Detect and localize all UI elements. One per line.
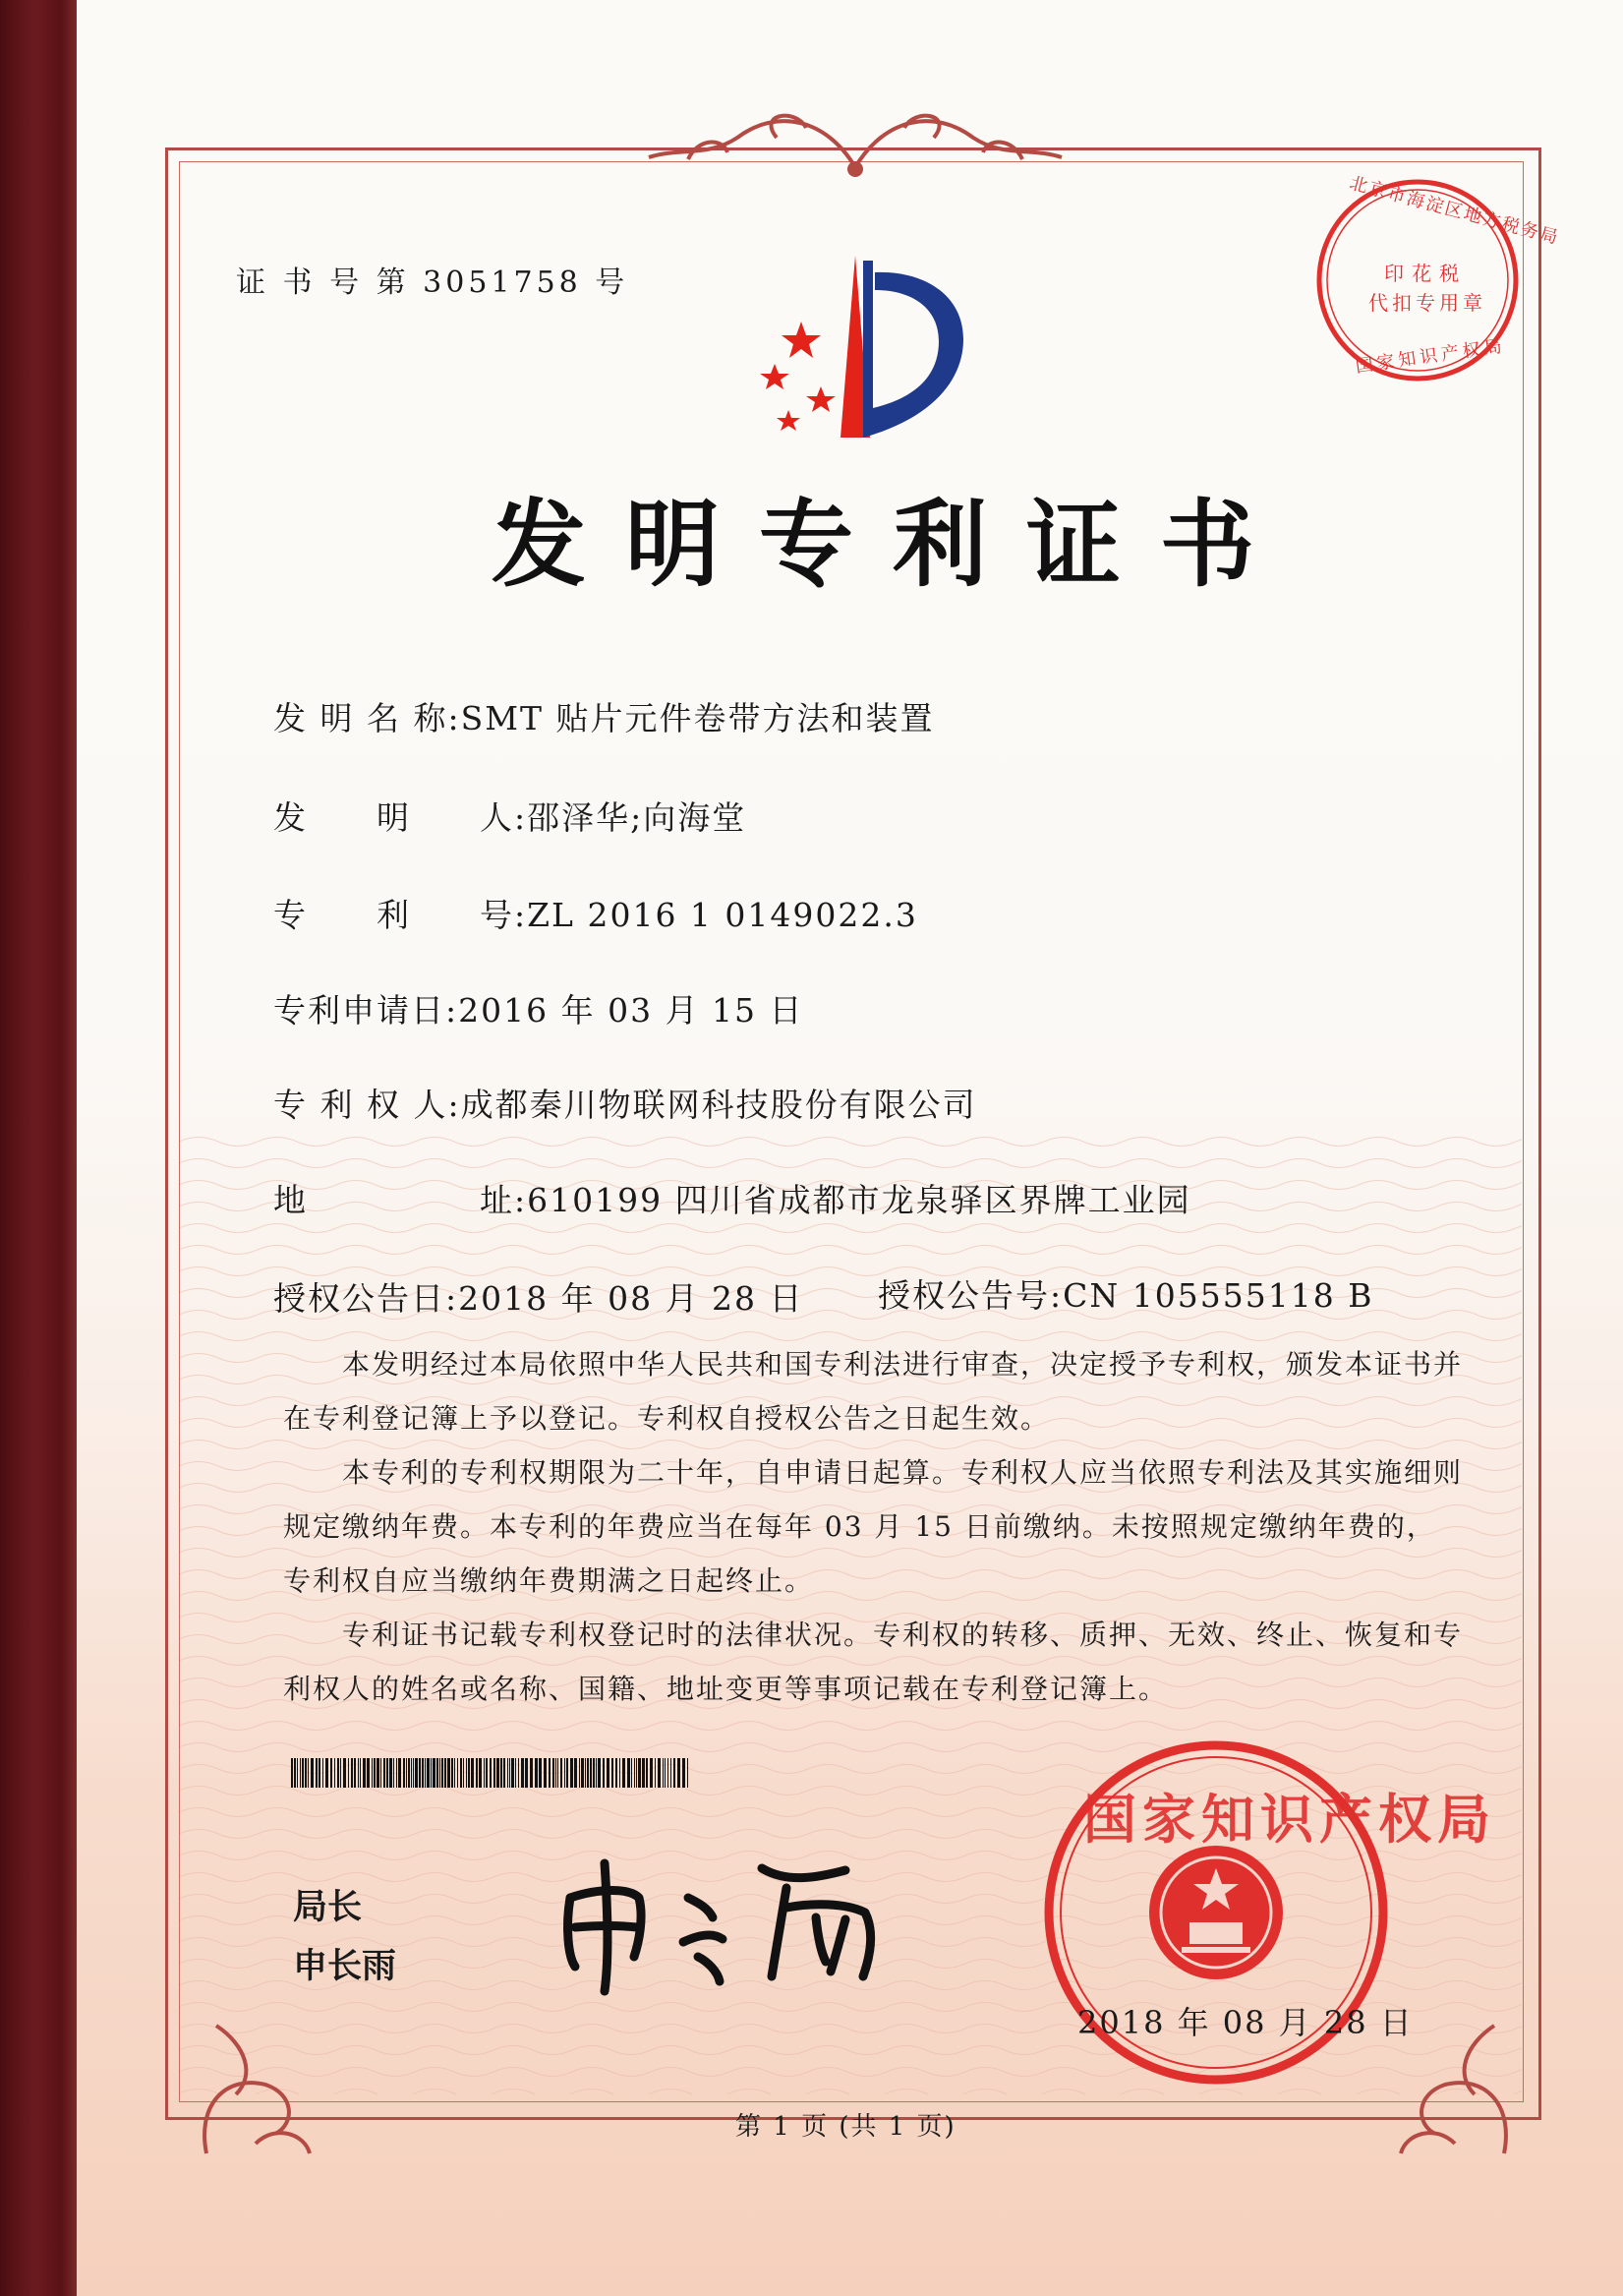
barcode-bar (358, 1758, 359, 1788)
barcode-bar (634, 1758, 635, 1788)
barcode-bar (444, 1758, 446, 1788)
tax-stamp-bottom-text: 国家知识产权局 (1354, 335, 1507, 378)
barcode-bar (425, 1758, 426, 1788)
body-paragraph-3: 专利证书记载专利权登记时的法律状况。专利权的转移、质押、无效、终止、恢复和专利权人的姓名或名称、国籍、地址变更等事项记载在专利登记簿上。 (283, 1619, 1464, 1705)
grant-date-value: 2018 年 08 月 28 日 (458, 1279, 804, 1318)
barcode-bar (348, 1758, 349, 1788)
barcode-bar (665, 1758, 666, 1788)
barcode-bar (535, 1758, 538, 1788)
grant-date-label: 授权公告日: (273, 1279, 459, 1318)
barcode-bar (603, 1758, 605, 1788)
barcode-bar (539, 1758, 542, 1788)
grant-date-row (273, 1273, 804, 1320)
barcode-bar (570, 1758, 573, 1788)
barcode-bar (300, 1758, 301, 1788)
body-paragraph-2: 本专利的专利权期限为二十年，自申请日起算。专利权人应当依照专利法及其实施细则规定缴纳年费。本专利的年费应当在每年 03 月 15 日前缴纳。未按照规定缴纳年费的，专利权自应当缴纳年费期满之日起终止。 (283, 1456, 1464, 1597)
tax-stamp-line1: 印花税 (1384, 262, 1467, 285)
certificate-title: 发明专利证书 (492, 489, 1294, 600)
barcode-bar (596, 1758, 597, 1788)
barcode-bar (590, 1758, 592, 1788)
inventor-value: 邵泽华;向海堂 (527, 798, 747, 837)
filing-date-value: 2016 年 03 月 15 日 (458, 991, 804, 1030)
top-ornament (629, 98, 1081, 187)
barcode-bar (486, 1758, 488, 1788)
barcode-bar (479, 1758, 482, 1788)
director-title: 局长 (293, 1888, 363, 1927)
barcode-bar (673, 1758, 675, 1788)
patent-no-value: ZL 2016 1 0149022.3 (527, 896, 918, 934)
barcode-bar (372, 1758, 373, 1788)
barcode-bar (670, 1758, 671, 1788)
barcode-bar (503, 1758, 505, 1788)
barcode-bar (297, 1758, 298, 1788)
barcode-bar (291, 1758, 293, 1788)
barcode-bar (593, 1758, 595, 1788)
barcode-bar (530, 1758, 533, 1788)
barcode-bar (415, 1758, 418, 1788)
barcode-bar (463, 1758, 464, 1788)
barcode-bar (427, 1758, 430, 1788)
barcode-bar (646, 1758, 648, 1788)
barcode-bar (507, 1758, 508, 1788)
barcode-bar (374, 1758, 376, 1788)
barcode-bar (500, 1758, 502, 1788)
barcode-bar (466, 1758, 467, 1788)
barcode-bar (611, 1758, 613, 1788)
barcode (291, 1758, 694, 1788)
grant-no-value: CN 105555118 B (1063, 1276, 1374, 1315)
barcode-bar (468, 1758, 470, 1788)
barcode-bar (484, 1758, 485, 1788)
barcode-bar (431, 1758, 432, 1788)
barcode-bar (518, 1758, 519, 1788)
barcode-bar (566, 1758, 568, 1788)
barcode-bar (386, 1758, 388, 1788)
barcode-bar (308, 1758, 309, 1788)
barcode-bar (581, 1758, 584, 1788)
page-number: 第 1 页 (共 1 页) (735, 2112, 956, 2142)
barcode-bar (557, 1758, 558, 1788)
barcode-bar (363, 1758, 366, 1788)
barcode-bar (422, 1758, 424, 1788)
barcode-bar (351, 1758, 353, 1788)
body-paragraph-1: 本发明经过本局依照中华人民共和国专利法进行审查，决定授予专利权，颁发本证书并在专利登记簿上予以登记。专利权自授权公告之日起生效。 (283, 1348, 1464, 1435)
barcode-bar (439, 1758, 440, 1788)
barcode-bar (454, 1758, 455, 1788)
barcode-bar (585, 1758, 586, 1788)
barcode-bar (619, 1758, 620, 1788)
barcode-bar (302, 1758, 304, 1788)
barcode-bar (560, 1758, 562, 1788)
barcode-bar (521, 1758, 524, 1788)
barcode-bar (638, 1758, 641, 1788)
barcode-bar (476, 1758, 478, 1788)
grant-no-row (878, 1270, 1373, 1317)
barcode-bar (574, 1758, 577, 1788)
barcode-bar (642, 1758, 645, 1788)
barcode-bar (316, 1758, 318, 1788)
barcode-bar (525, 1758, 528, 1788)
address-label: 地 址: (273, 1181, 528, 1219)
barcode-bar (413, 1758, 414, 1788)
binding-edge (0, 0, 77, 2296)
grant-no-label: 授权公告号: (878, 1276, 1064, 1315)
bottom-left-ornament (187, 1986, 324, 2163)
seal-text: 国家知识产权局 (1083, 1788, 1496, 1851)
barcode-bar (682, 1758, 685, 1788)
barcode-bar (451, 1758, 453, 1788)
barcode-bar (319, 1758, 320, 1788)
barcode-bar (549, 1758, 551, 1788)
address-value: 610199 四川省成都市龙泉驿区界牌工业园 (527, 1181, 1191, 1219)
barcode-bar (607, 1758, 609, 1788)
patent-no-label: 专 利 号: (273, 896, 528, 934)
barcode-bar (627, 1758, 630, 1788)
barcode-bar (337, 1758, 339, 1788)
barcode-bar (677, 1758, 680, 1788)
barcode-bar (325, 1758, 328, 1788)
barcode-bar (650, 1758, 653, 1788)
patentee-value: 成都秦川物联网科技股份有限公司 (460, 1086, 977, 1124)
barcode-bar (343, 1758, 346, 1788)
filing-date-label: 专利申请日: (273, 991, 459, 1030)
barcode-bar (396, 1758, 397, 1788)
barcode-bar (403, 1758, 405, 1788)
barcode-bar (587, 1758, 589, 1788)
barcode-bar (340, 1758, 341, 1788)
barcode-bar (398, 1758, 401, 1788)
barcode-bar (419, 1758, 421, 1788)
barcode-bar (411, 1758, 412, 1788)
barcode-bar (294, 1758, 296, 1788)
barcode-bar (493, 1758, 495, 1788)
barcode-bar (393, 1758, 394, 1788)
tax-stamp-outer-text: 北京市海淀区地方税务局 (1347, 172, 1562, 250)
barcode-bar (615, 1758, 617, 1788)
barcode-bar (383, 1758, 385, 1788)
barcode-bar (367, 1758, 370, 1788)
inventor-row (273, 793, 746, 839)
barcode-bar (406, 1758, 407, 1788)
barcode-bar (658, 1758, 661, 1788)
barcode-bar (511, 1758, 514, 1788)
filing-date-row (273, 985, 804, 1031)
barcode-bar (515, 1758, 516, 1788)
barcode-bar (447, 1758, 450, 1788)
barcode-bar (544, 1758, 547, 1788)
barcode-bar (471, 1758, 474, 1788)
barcode-bar (354, 1758, 356, 1788)
director-name: 申长雨 (293, 1947, 397, 1986)
barcode-bar (408, 1758, 410, 1788)
seal-date: 2018 年 08 月 28 日 (1077, 2004, 1414, 2041)
certificate-number: 证 书 号 第 3051758 号 (236, 265, 629, 300)
barcode-bar (663, 1758, 664, 1788)
barcode-bar (622, 1758, 625, 1788)
inventor-label: 发 明 人: (273, 798, 528, 837)
patent-no-row (273, 890, 918, 936)
barcode-bar (555, 1758, 556, 1788)
invention-name-label: 发 明 名 称: (273, 699, 461, 737)
barcode-bar (441, 1758, 443, 1788)
barcode-bar (490, 1758, 492, 1788)
invention-name-value: SMT 贴片元件卷带方法和装置 (460, 699, 935, 737)
barcode-bar (496, 1758, 499, 1788)
barcode-bar (564, 1758, 565, 1788)
barcode-bar (433, 1758, 435, 1788)
barcode-bar (377, 1758, 379, 1788)
invention-name-row (273, 693, 935, 739)
barcode-bar (436, 1758, 438, 1788)
barcode-bar (655, 1758, 656, 1788)
barcode-bar (636, 1758, 637, 1788)
barcode-bar (311, 1758, 314, 1788)
barcode-bar (380, 1758, 381, 1788)
barcode-bar (579, 1758, 580, 1788)
barcode-bar (330, 1758, 332, 1788)
barcode-bar (457, 1758, 458, 1788)
barcode-bar (389, 1758, 392, 1788)
barcode-bar (631, 1758, 632, 1788)
address-row (273, 1175, 1191, 1221)
barcode-bar (322, 1758, 323, 1788)
barcode-bar (598, 1758, 601, 1788)
barcode-bar (687, 1758, 688, 1788)
barcode-bar (305, 1758, 307, 1788)
barcode-bar (460, 1758, 462, 1788)
tax-stamp-line2: 代扣专用章 (1368, 291, 1486, 315)
patentee-label: 专 利 权 人: (273, 1086, 461, 1124)
patentee-row (273, 1080, 977, 1126)
barcode-bar (667, 1758, 668, 1788)
barcode-bar (334, 1758, 335, 1788)
director-signature (551, 1849, 904, 1996)
barcode-bar (360, 1758, 361, 1788)
barcode-bar (552, 1758, 554, 1788)
sipo-logo (747, 251, 993, 447)
barcode-bar (509, 1758, 510, 1788)
